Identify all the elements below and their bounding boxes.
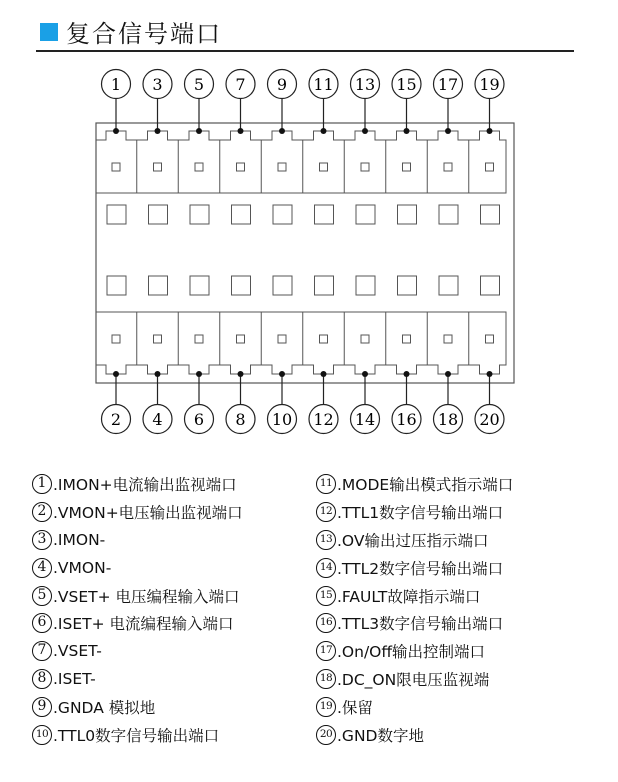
legend-item bbox=[316, 470, 513, 498]
pin-number-top: 1 bbox=[110, 75, 122, 94]
legend-item bbox=[316, 665, 513, 693]
legend-number-circle: 17 bbox=[316, 641, 336, 661]
legend-description: .VSET+ 电压编程输入端口 bbox=[53, 587, 240, 606]
legend-number-circle: 4 bbox=[32, 558, 52, 578]
legend-description: .On/Off输出控制端口 bbox=[337, 643, 486, 662]
legend-description: .TTL2数字信号输出端口 bbox=[337, 559, 504, 578]
legend-description: .GND数字地 bbox=[337, 726, 424, 745]
legend-item bbox=[32, 554, 243, 582]
legend-number-circle: 2 bbox=[32, 502, 52, 522]
pin-number-bottom: 4 bbox=[152, 410, 163, 429]
legend-number-circle: 6 bbox=[32, 613, 52, 633]
legend-item bbox=[32, 498, 243, 526]
bottom-terminal-contact bbox=[444, 335, 452, 343]
pin-dot bbox=[113, 128, 119, 134]
pin-number-bottom: 16 bbox=[396, 410, 417, 429]
pin-number-bottom: 12 bbox=[313, 410, 334, 429]
pin-number-top: 13 bbox=[354, 75, 376, 94]
pin-number-top: 7 bbox=[235, 75, 246, 94]
pin-number-top: 11 bbox=[313, 75, 334, 94]
legend-number-circle: 8 bbox=[32, 669, 52, 689]
legend-description: .TTL1数字信号输出端口 bbox=[337, 503, 504, 522]
legend-number-circle: 14 bbox=[316, 558, 336, 578]
legend-description: .FAULT故障指示端口 bbox=[337, 587, 481, 606]
pin-dot bbox=[362, 128, 368, 134]
bottom-terminal-contact bbox=[320, 335, 328, 343]
inner-pad-upper bbox=[356, 205, 375, 224]
pin-dot bbox=[238, 128, 244, 134]
pin-number-bottom: 8 bbox=[235, 410, 246, 429]
legend-description: .TTL0数字信号输出端口 bbox=[53, 726, 220, 745]
inner-pad-upper bbox=[190, 205, 209, 224]
pin-dot bbox=[487, 128, 493, 134]
top-terminal-contact bbox=[112, 163, 120, 171]
inner-pad-upper bbox=[273, 205, 292, 224]
pin-number-top: 15 bbox=[396, 75, 417, 94]
legend-description: .MODE输出模式指示端口 bbox=[337, 475, 514, 494]
pin-number-top: 19 bbox=[479, 75, 500, 94]
inner-pad-lower bbox=[398, 276, 417, 295]
legend-description: .VMON+电压输出监视端口 bbox=[53, 503, 243, 522]
legend-item bbox=[32, 693, 243, 721]
top-terminal-contact bbox=[237, 163, 245, 171]
top-terminal-contact bbox=[320, 163, 328, 171]
pin-dot bbox=[238, 371, 244, 377]
pin-dot bbox=[445, 371, 451, 377]
bottom-terminal-contact bbox=[361, 335, 369, 343]
legend-item bbox=[32, 721, 243, 749]
pin-number-bottom: 10 bbox=[271, 410, 293, 429]
inner-pad-lower bbox=[315, 276, 334, 295]
bottom-terminal-contact bbox=[154, 335, 162, 343]
top-terminal-contact bbox=[486, 163, 494, 171]
inner-pad-lower bbox=[273, 276, 292, 295]
inner-pad-upper bbox=[107, 205, 126, 224]
pin-number-bottom: 14 bbox=[354, 410, 376, 429]
top-terminal-contact bbox=[403, 163, 411, 171]
legend-number-circle: 20 bbox=[316, 725, 336, 745]
pin-dot bbox=[196, 128, 202, 134]
legend-description: .VMON- bbox=[53, 558, 112, 577]
legend-item bbox=[32, 665, 243, 693]
legend-description: .ISET+ 电流编程输入端口 bbox=[53, 615, 234, 634]
legend-item bbox=[316, 721, 513, 749]
legend-description: .ISET- bbox=[53, 670, 96, 689]
inner-pad-lower bbox=[356, 276, 375, 295]
inner-pad-upper bbox=[481, 205, 500, 224]
pin-dot bbox=[196, 371, 202, 377]
pin-dot bbox=[113, 371, 119, 377]
pin-dot bbox=[155, 371, 161, 377]
inner-pad-lower bbox=[190, 276, 209, 295]
pin-number-bottom: 2 bbox=[110, 410, 122, 429]
pin-dot bbox=[404, 371, 410, 377]
legend-description: .IMON+电流输出监视端口 bbox=[53, 475, 237, 494]
inner-pad-lower bbox=[481, 276, 500, 295]
legend-item bbox=[32, 609, 243, 637]
legend-description: .OV输出过压指示端口 bbox=[337, 531, 489, 550]
inner-pad-upper bbox=[149, 205, 168, 224]
top-terminal-contact bbox=[195, 163, 203, 171]
pin-dot bbox=[279, 371, 285, 377]
connector-housing bbox=[96, 123, 514, 383]
legend-number-circle: 10 bbox=[32, 725, 52, 745]
legend-item bbox=[32, 582, 243, 610]
pin-number-top: 9 bbox=[276, 75, 288, 94]
pin-dot bbox=[487, 371, 493, 377]
legend-number-circle: 5 bbox=[32, 586, 52, 606]
pin-dot bbox=[362, 371, 368, 377]
legend-item bbox=[32, 637, 243, 665]
inner-pad-lower bbox=[439, 276, 458, 295]
pin-number-bottom: 6 bbox=[193, 410, 205, 429]
bottom-terminal-contact bbox=[278, 335, 286, 343]
pin-dot bbox=[279, 128, 285, 134]
legend-item bbox=[316, 693, 513, 721]
top-terminal-contact bbox=[444, 163, 452, 171]
legend-number-circle: 1 bbox=[32, 474, 52, 494]
pin-dot bbox=[404, 128, 410, 134]
bottom-terminal-contact bbox=[237, 335, 245, 343]
inner-pad-upper bbox=[232, 205, 251, 224]
legend-item bbox=[32, 526, 243, 554]
legend-description: .TTL3数字信号输出端口 bbox=[337, 615, 504, 634]
pin-number-bottom: 20 bbox=[479, 410, 500, 429]
legend-item bbox=[316, 554, 513, 582]
legend-number-circle: 9 bbox=[32, 697, 52, 717]
inner-pad-upper bbox=[315, 205, 334, 224]
legend-number-circle: 13 bbox=[316, 530, 336, 550]
legend-item bbox=[316, 526, 513, 554]
pin-number-top: 3 bbox=[152, 75, 163, 94]
legend-item bbox=[316, 609, 513, 637]
legend-number-circle: 18 bbox=[316, 669, 336, 689]
pin-number-top: 17 bbox=[437, 75, 459, 94]
inner-pad-upper bbox=[398, 205, 417, 224]
pin-number-top: 5 bbox=[193, 75, 205, 94]
legend-description: .VSET- bbox=[53, 642, 102, 661]
legend-description: .GNDA 模拟地 bbox=[53, 699, 156, 718]
legend-item bbox=[32, 470, 243, 498]
top-terminal-contact bbox=[278, 163, 286, 171]
legend-number-circle: 12 bbox=[316, 502, 336, 522]
pin-dot bbox=[155, 128, 161, 134]
legend-number-circle: 16 bbox=[316, 613, 336, 633]
inner-pad-lower bbox=[107, 276, 126, 295]
bottom-terminal-contact bbox=[403, 335, 411, 343]
top-terminal-contact bbox=[361, 163, 369, 171]
bottom-terminal-contact bbox=[112, 335, 120, 343]
legend-left-column bbox=[32, 470, 243, 749]
legend-right-column bbox=[316, 470, 513, 749]
legend-number-circle: 7 bbox=[32, 641, 52, 661]
pin-dot bbox=[321, 371, 327, 377]
legend-description: .DC_ON限电压监视端 bbox=[337, 671, 490, 690]
top-terminal-contact bbox=[154, 163, 162, 171]
pin-number-bottom: 18 bbox=[437, 410, 459, 429]
title-text: 复合信号端口 bbox=[66, 19, 222, 48]
legend-number-circle: 11 bbox=[316, 474, 336, 494]
legend-number-circle: 19 bbox=[316, 697, 336, 717]
pin-dot bbox=[445, 128, 451, 134]
bottom-terminal-contact bbox=[195, 335, 203, 343]
legend-description: .IMON- bbox=[53, 530, 106, 549]
pin-dot bbox=[321, 128, 327, 134]
legend-number-circle: 3 bbox=[32, 530, 52, 550]
legend-number-circle: 15 bbox=[316, 586, 336, 606]
inner-pad-lower bbox=[149, 276, 168, 295]
bottom-terminal-contact bbox=[486, 335, 494, 343]
legend-description: .保留 bbox=[337, 699, 373, 718]
top-terminal-row-outline bbox=[96, 131, 506, 193]
legend-item bbox=[316, 637, 513, 665]
inner-pad-lower bbox=[232, 276, 251, 295]
legend-item bbox=[316, 498, 513, 526]
legend-item bbox=[316, 582, 513, 610]
inner-pad-upper bbox=[439, 205, 458, 224]
